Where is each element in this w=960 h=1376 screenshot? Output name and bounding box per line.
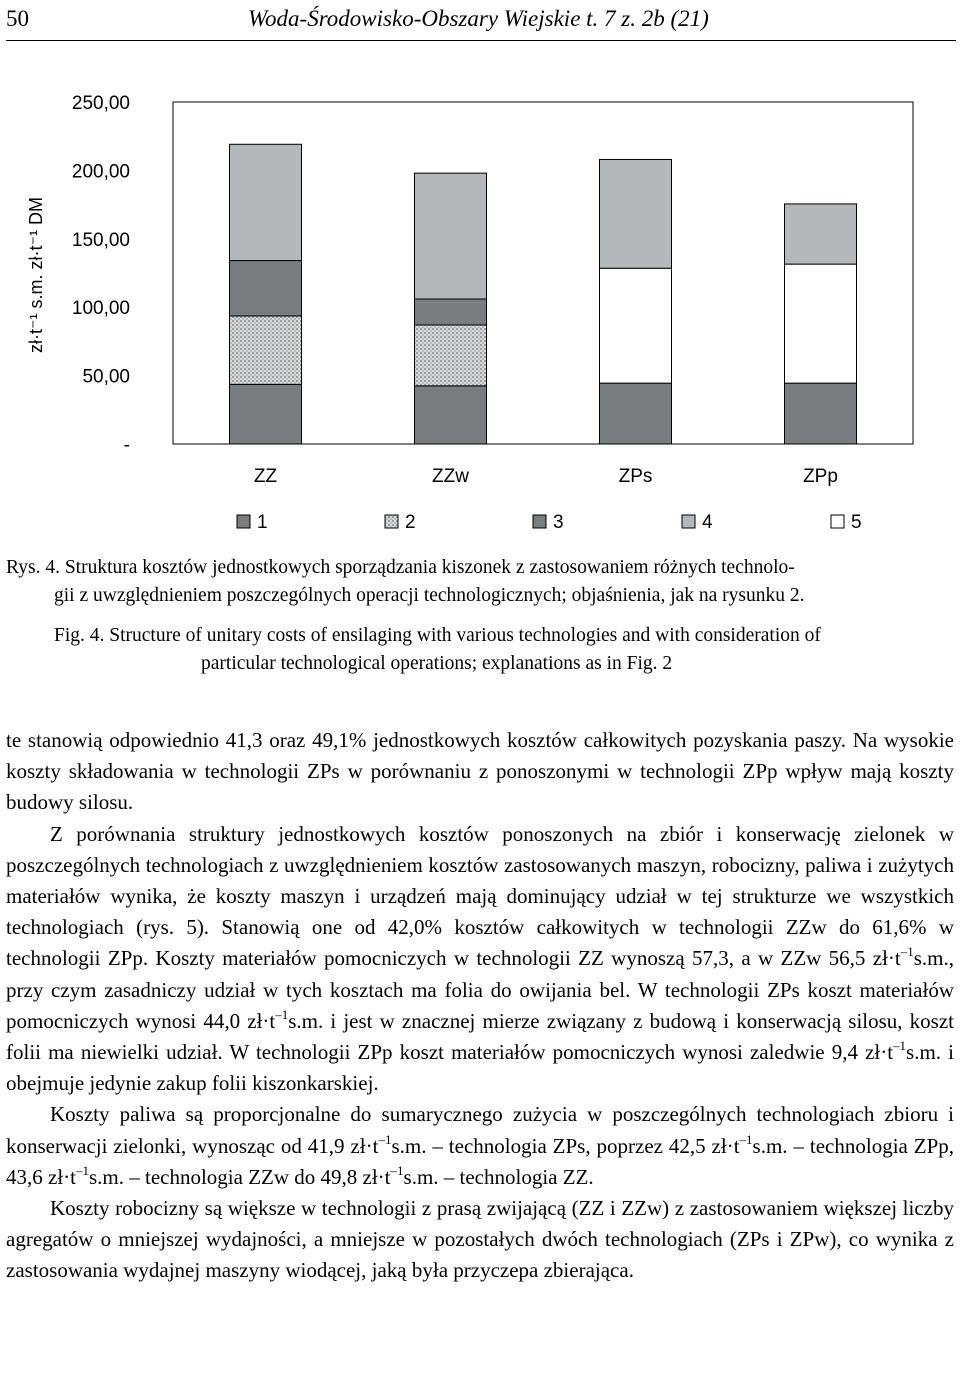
superscript: –1 xyxy=(275,1006,289,1022)
paragraph-2 xyxy=(6,819,954,1100)
legend-label-5: 5 xyxy=(851,512,862,533)
paragraph-1: te stanowią odpowiednio 41,3 oraz 49,1% jednostkowych kosztów całkowitych pozyskania paszy. Na wysokie koszty składowania w technologii ZPs w porównaniu z ponoszonymi w technologii ZPp wpływ mają koszty budowy silosu. xyxy=(6,728,954,815)
y-tick-label: 250,00 xyxy=(71,93,130,114)
superscript: –1 xyxy=(75,1162,89,1178)
p3-text-c: s.m. – technologia ZPp, 43,6 zł·t xyxy=(6,1133,955,1189)
legend-label-3: 3 xyxy=(553,512,564,533)
bar-segment-ZPp-5 xyxy=(785,264,857,383)
x-tick-label: ZPp xyxy=(803,466,838,487)
paragraph-4: Koszty robocizny są większe w technologii z prasą zwijającą (ZZ i ZZw) z zastosowaniem większej liczby agregatów o mniejszej wydajności, a mniejsze w pozostałych dwóch technologiach (ZPs i ZPw), co wynika z zastosowania wydajnej maszyny wiodącej, jaką była przyczepa zbierająca. xyxy=(6,1196,954,1283)
bar-segment-ZZw-3 xyxy=(415,299,487,325)
stacked-bar-chart xyxy=(0,60,960,550)
legend-swatch-5 xyxy=(831,515,844,528)
superscript: –1 xyxy=(739,1131,753,1147)
bar-segment-ZZ-4 xyxy=(230,144,302,260)
p3-text-b: s.m. – technologia ZPs, poprzez 42,5 zł·t xyxy=(391,1133,740,1158)
bar-segment-ZZw-2 xyxy=(415,325,487,386)
y-tick-label: 200,00 xyxy=(71,161,130,183)
y-tick-label: 100,00 xyxy=(71,298,130,320)
bar-segment-ZPp-4b xyxy=(785,204,857,264)
legend-label-4: 4 xyxy=(702,512,713,533)
x-tick-label: ZZ xyxy=(253,466,278,487)
superscript: –1 xyxy=(378,1131,392,1147)
caption-pl-line2: gii z uwzględnieniem poszczególnych operacji technologicznych; objaśnienia, jak na rysunku 2. xyxy=(54,585,805,606)
caption-en-line2: particular technological operations; explanations as in Fig. 2 xyxy=(201,653,673,674)
p3-text-e: s.m. – technologia ZZ. xyxy=(403,1164,594,1189)
p2-text-a: Z porównania struktury jednostkowych kosztów ponoszonych na zbiór i konserwację zielonek w poszczególnych technologiach z uwzględnieniem kosztów zastosowanych maszyn, robocizny, paliwa i zużytych materiałów wynika, że koszty maszyn i urządzeń mają dominujący udział w tej strukturze we wszystkich technologiach (rys. 5). Stanowią one od 42,0% kosztów całkowitych w technologii ZZw do 61,6% w technologii ZPp. Koszty materiałów pomocniczych w technologii ZZ wynoszą 57,3, a w ZZw 56,5 zł·t xyxy=(6,821,954,971)
legend-label-2: 2 xyxy=(405,512,416,533)
bar-segment-ZZw-4 xyxy=(415,173,487,299)
page-number: 50 xyxy=(6,6,29,31)
bar-segment-ZPs-1 xyxy=(600,383,672,444)
paragraph-3 xyxy=(6,1099,954,1193)
y-tick-label: 150,00 xyxy=(71,229,130,251)
p2-text-c: s.m. i jest w znacznej mierze związany z budową i konserwacją silosu, koszt folii ma niewielki udział. W technologii ZPp koszt materiałów pomocniczych wynosi zaledwie 9,4 zł·t xyxy=(6,1008,954,1065)
p2-text-b: s.m., przy czym zasadniczy udział w tych kosztach ma folia do owijania bel. W technologii ZPs koszt materiałów pomocniczych wynosi 44,0 zł·t xyxy=(6,946,954,1033)
x-tick-label: ZPs xyxy=(618,466,653,487)
caption-pl-line1: Rys. 4. Struktura kosztów jednostkowych sporządzania kiszonek z zastosowaniem różnych technolo- xyxy=(6,557,795,578)
superscript: –1 xyxy=(390,1162,404,1178)
bar-segment-ZZ-2 xyxy=(230,316,302,384)
x-tick-label: ZZw xyxy=(432,466,469,487)
bar-segment-ZZ-1 xyxy=(230,384,302,444)
legend-swatch-4 xyxy=(682,515,695,528)
p3-text-d: s.m. – technologia ZZw do 49,8 zł·t xyxy=(88,1164,391,1189)
y-axis-label: zł·t⁻¹ s.m. zł·t⁻¹ DM xyxy=(26,197,46,353)
y-tick-label: - xyxy=(123,435,130,456)
figure-caption-english xyxy=(6,622,956,678)
legend-swatch-3 xyxy=(533,515,546,528)
legend-swatch-1 xyxy=(237,515,250,528)
superscript: –1 xyxy=(900,944,914,960)
caption-en-line1: Fig. 4. Structure of unitary costs of ensilaging with various technologies and with consideration of xyxy=(54,625,821,646)
p3-text-a: Koszty paliwa są proporcjonalne do sumarycznego zużycia w poszczególnych technologiach zbioru i konserwacji zielonki, wynosząc od 41,9 zł·t xyxy=(6,1102,954,1158)
legend-label-1: 1 xyxy=(257,512,268,533)
y-tick-label: 50,00 xyxy=(82,366,130,388)
bar-segment-ZZ-3 xyxy=(230,261,302,316)
bar-segment-ZPs-5 xyxy=(600,268,672,383)
journal-title: Woda-Środowisko-Obszary Wiejskie t. 7 z. 2b (21) xyxy=(248,6,709,31)
chart-svg xyxy=(0,60,960,550)
bar-segment-ZPs-4b xyxy=(600,159,672,268)
superscript: –1 xyxy=(893,1038,907,1054)
body-text xyxy=(6,725,954,1287)
page-header xyxy=(0,0,960,42)
header-rule xyxy=(6,40,956,41)
bar-segment-ZZw-1 xyxy=(415,386,487,444)
figure-caption-polish xyxy=(6,554,956,610)
bar-segment-ZPp-1 xyxy=(785,383,857,444)
p2-text-d: s.m. i obejmuje jedynie zakup folii kiszonkarskiej. xyxy=(6,1040,954,1096)
legend-swatch-2 xyxy=(385,515,398,528)
